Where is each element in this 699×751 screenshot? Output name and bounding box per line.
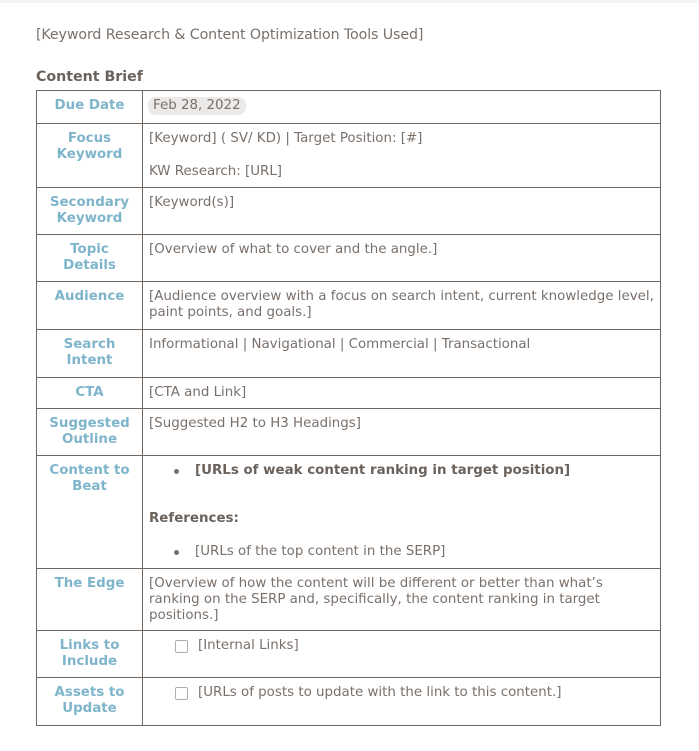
label-line: Include: [61, 654, 118, 669]
row-content-to-beat: [37, 456, 661, 569]
todo-item: [149, 638, 654, 654]
label-the-edge: The Edge: [37, 569, 143, 631]
label-line: Assets to: [54, 685, 125, 700]
row-search-intent: [37, 330, 661, 378]
label-links-to-include: [37, 631, 143, 678]
label-suggested-outline: [37, 409, 143, 456]
value-cta[interactable]: [CTA and Link]: [143, 378, 661, 409]
label-audience: Audience: [37, 282, 143, 330]
value-the-edge[interactable]: [Overview of how the content will be different or better than what’s ranking on the SERP and, specifically, the content ranking in target positions.]: [143, 569, 661, 631]
top-strip: [0, 0, 699, 3]
row-due-date: [37, 91, 661, 124]
label-line: Keyword: [56, 147, 123, 162]
tools-used-text: [Keyword Research & Content Optimization Tools Used]: [36, 27, 424, 43]
label-search-intent: [37, 330, 143, 378]
weak-content-list: [149, 463, 654, 479]
row-links-to-include: [37, 631, 661, 678]
label-line: Beat: [72, 479, 107, 494]
label-line: Details: [63, 258, 116, 273]
value-topic-details[interactable]: [Overview of what to cover and the angle.]: [143, 235, 661, 282]
value-assets-to-update: [143, 678, 661, 726]
value-focus-keyword[interactable]: [143, 124, 661, 188]
label-line: Topic: [70, 242, 109, 257]
checkbox[interactable]: [175, 687, 188, 700]
label-line: Intent: [66, 353, 113, 368]
value-due-date: [143, 91, 661, 124]
row-the-edge: [37, 569, 661, 631]
value-content-to-beat[interactable]: [143, 456, 661, 569]
row-cta: [37, 378, 661, 409]
label-assets-to-update: [37, 678, 143, 726]
content-brief-table: [36, 90, 661, 726]
label-due-date: Due Date: [37, 91, 143, 124]
references-list: [149, 544, 654, 560]
kw-research-line: KW Research: [URL]: [149, 164, 283, 179]
label-content-to-beat: [37, 456, 143, 569]
list-item: [URLs of weak content ranking in target position]: [195, 463, 654, 479]
label-line: Outline: [61, 432, 118, 447]
row-focus-keyword: [37, 124, 661, 188]
label-focus-keyword: [37, 124, 143, 188]
row-audience: [37, 282, 661, 330]
list-item: [URLs of the top content in the SERP]: [195, 544, 654, 560]
label-line: Update: [62, 701, 117, 716]
label-topic-details: [37, 235, 143, 282]
value-secondary-keyword[interactable]: [Keyword(s)]: [143, 188, 661, 235]
row-assets-to-update: [37, 678, 661, 726]
label-line: Content to: [49, 463, 130, 478]
row-secondary-keyword: [37, 188, 661, 235]
label-line: Search: [63, 337, 116, 352]
checkbox[interactable]: [175, 640, 188, 653]
todo-item: [149, 685, 654, 701]
label-line: Links to: [59, 638, 120, 653]
value-links-to-include: [143, 631, 661, 678]
value-search-intent[interactable]: Informational | Navigational | Commercial | Transactional: [143, 330, 661, 378]
date-pill[interactable]: Feb 28, 2022: [148, 97, 246, 115]
todo-text[interactable]: [Internal Links]: [198, 638, 299, 653]
label-cta: CTA: [37, 378, 143, 409]
label-secondary-keyword: [37, 188, 143, 235]
label-line: Keyword: [56, 211, 123, 226]
focus-keyword-line: [Keyword] ( SV/ KD) | Target Position: [#]: [149, 131, 423, 146]
label-line: Focus: [67, 131, 112, 146]
content-brief-heading: Content Brief: [36, 69, 143, 85]
label-line: Secondary: [49, 195, 130, 210]
label-line: Suggested: [49, 416, 130, 431]
row-suggested-outline: [37, 409, 661, 456]
row-topic-details: [37, 235, 661, 282]
value-suggested-outline[interactable]: [Suggested H2 to H3 Headings]: [143, 409, 661, 456]
value-audience[interactable]: [Audience overview with a focus on search intent, current knowledge level, paint points, and goals.]: [143, 282, 661, 330]
references-label: References:: [149, 511, 239, 526]
todo-text[interactable]: [URLs of posts to update with the link to this content.]: [198, 685, 562, 700]
